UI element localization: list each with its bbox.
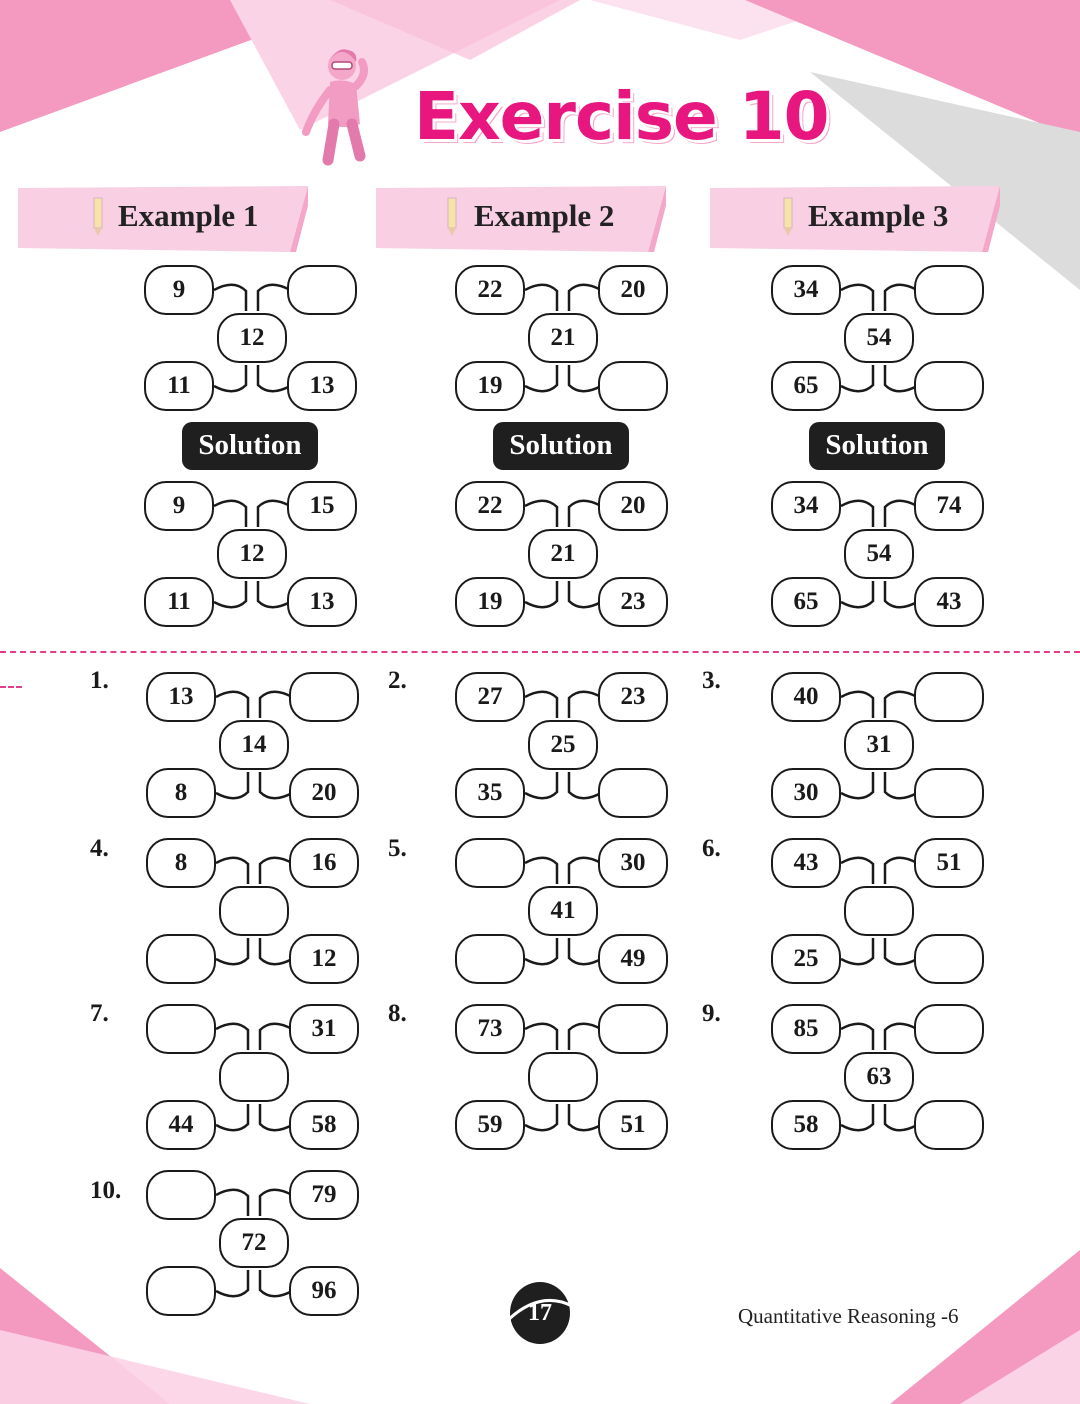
top-left-cell: 9: [144, 265, 214, 315]
top-left-cell: 43: [771, 838, 841, 888]
top-left-cell: 9: [144, 481, 214, 531]
bottom-right-cell[interactable]: [914, 1100, 984, 1150]
center-cell: 41: [528, 886, 598, 936]
center-cell: 72: [219, 1218, 289, 1268]
center-cell: 63: [844, 1052, 914, 1102]
bottom-left-cell: 35: [455, 768, 525, 818]
bottom-left-cell[interactable]: [146, 934, 216, 984]
question-number: 9.: [702, 1000, 721, 1027]
example-label: Example 2: [474, 198, 615, 233]
page-number-badge: [506, 1280, 574, 1346]
section-divider: [0, 651, 1080, 653]
bottom-right-cell: 12: [289, 934, 359, 984]
example-2-puzzle: [455, 265, 671, 411]
center-cell[interactable]: [219, 1052, 289, 1102]
example-3-puzzle: [771, 265, 987, 411]
question-number: 3.: [702, 667, 721, 694]
question-9-puzzle[interactable]: [771, 1004, 987, 1150]
top-left-cell: 85: [771, 1004, 841, 1054]
solution-badge: Solution: [809, 422, 945, 470]
mascot-figure: [298, 44, 378, 170]
top-left-cell: 27: [455, 672, 525, 722]
top-left-cell[interactable]: [455, 838, 525, 888]
center-cell: 14: [219, 720, 289, 770]
top-left-cell[interactable]: [146, 1170, 216, 1220]
top-right-cell[interactable]: [914, 1004, 984, 1054]
bottom-right-cell[interactable]: [914, 768, 984, 818]
solution-badge: Solution: [493, 422, 629, 470]
bottom-left-cell: 58: [771, 1100, 841, 1150]
pencil-icon: [444, 194, 460, 238]
question-6-puzzle[interactable]: [771, 838, 987, 984]
top-left-cell: 73: [455, 1004, 525, 1054]
bottom-left-cell: 65: [771, 361, 841, 411]
top-right-cell: 20: [598, 265, 668, 315]
bottom-left-cell: 11: [144, 361, 214, 411]
question-2-puzzle[interactable]: [455, 672, 671, 818]
bottom-right-cell: 13: [287, 577, 357, 627]
bottom-right-cell: 96: [289, 1266, 359, 1316]
center-cell: 21: [528, 529, 598, 579]
example-label: Example 1: [118, 198, 259, 233]
top-right-cell: 15: [287, 481, 357, 531]
top-right-cell[interactable]: [289, 672, 359, 722]
question-4-puzzle[interactable]: [146, 838, 362, 984]
question-number: 1.: [90, 667, 109, 694]
top-right-cell: [914, 265, 984, 315]
top-right-cell: 23: [598, 672, 668, 722]
top-left-cell: 13: [146, 672, 216, 722]
question-3-puzzle[interactable]: [771, 672, 987, 818]
top-left-cell: 34: [771, 481, 841, 531]
question-7-puzzle[interactable]: [146, 1004, 362, 1150]
example-label: Example 3: [808, 198, 949, 233]
example-banner-3: [710, 186, 1000, 252]
question-number: 8.: [388, 1000, 407, 1027]
bottom-right-cell: 51: [598, 1100, 668, 1150]
top-right-cell: 51: [914, 838, 984, 888]
bottom-right-cell[interactable]: [598, 768, 668, 818]
center-cell[interactable]: [528, 1052, 598, 1102]
center-cell[interactable]: [844, 886, 914, 936]
center-cell[interactable]: [219, 886, 289, 936]
top-right-cell: 16: [289, 838, 359, 888]
top-left-cell: 34: [771, 265, 841, 315]
question-1-puzzle[interactable]: [146, 672, 362, 818]
center-cell: 31: [844, 720, 914, 770]
top-left-cell: 22: [455, 481, 525, 531]
bottom-right-cell: 49: [598, 934, 668, 984]
bottom-left-cell[interactable]: [146, 1266, 216, 1316]
top-right-cell[interactable]: [598, 1004, 668, 1054]
pencil-icon: [780, 194, 796, 238]
solution-badge: Solution: [182, 422, 318, 470]
top-right-cell: [287, 265, 357, 315]
example-1-solution: [144, 481, 360, 627]
question-8-puzzle[interactable]: [455, 1004, 671, 1150]
top-left-cell: 22: [455, 265, 525, 315]
center-cell: 25: [528, 720, 598, 770]
bottom-right-cell: 20: [289, 768, 359, 818]
question-number: 6.: [702, 835, 721, 862]
center-cell: 54: [844, 529, 914, 579]
example-banner-2: [376, 186, 666, 252]
top-left-cell: 8: [146, 838, 216, 888]
bottom-left-cell: 59: [455, 1100, 525, 1150]
top-right-cell: 30: [598, 838, 668, 888]
bottom-left-cell: 25: [771, 934, 841, 984]
center-cell: 12: [217, 313, 287, 363]
top-right-cell: 74: [914, 481, 984, 531]
question-5-puzzle[interactable]: [455, 838, 671, 984]
bottom-left-cell: 8: [146, 768, 216, 818]
bottom-right-cell[interactable]: [914, 934, 984, 984]
bottom-left-cell: 11: [144, 577, 214, 627]
example-3-solution: [771, 481, 987, 627]
bottom-left-cell[interactable]: [455, 934, 525, 984]
bottom-right-cell: [914, 361, 984, 411]
top-right-cell: 79: [289, 1170, 359, 1220]
top-left-cell: 40: [771, 672, 841, 722]
footer-text: Quantitative Reasoning -6: [738, 1304, 959, 1328]
page-number: 17: [528, 1300, 552, 1326]
example-banner-1: [18, 186, 308, 252]
bottom-right-cell: 23: [598, 577, 668, 627]
center-cell: 12: [217, 529, 287, 579]
margin-dash: [0, 686, 22, 688]
bottom-left-cell: 19: [455, 577, 525, 627]
question-number: 4.: [90, 835, 109, 862]
bottom-left-cell: 44: [146, 1100, 216, 1150]
question-number: 7.: [90, 1000, 109, 1027]
top-right-cell: 20: [598, 481, 668, 531]
bottom-right-cell: 13: [287, 361, 357, 411]
question-10-puzzle[interactable]: [146, 1170, 362, 1316]
bottom-left-cell: 19: [455, 361, 525, 411]
bottom-left-cell: 65: [771, 577, 841, 627]
pencil-icon: [90, 194, 106, 238]
top-right-cell: 31: [289, 1004, 359, 1054]
question-number: 10.: [90, 1177, 122, 1204]
top-right-cell[interactable]: [914, 672, 984, 722]
bottom-left-cell: 30: [771, 768, 841, 818]
top-left-cell[interactable]: [146, 1004, 216, 1054]
example-1-puzzle: [144, 265, 360, 411]
bottom-right-cell: 58: [289, 1100, 359, 1150]
bottom-right-cell: 43: [914, 577, 984, 627]
center-cell: 21: [528, 313, 598, 363]
page-title: Exercise 10: [414, 78, 829, 155]
example-2-solution: [455, 481, 671, 627]
question-number: 5.: [388, 835, 407, 862]
center-cell: 54: [844, 313, 914, 363]
bottom-right-cell: [598, 361, 668, 411]
question-number: 2.: [388, 667, 407, 694]
